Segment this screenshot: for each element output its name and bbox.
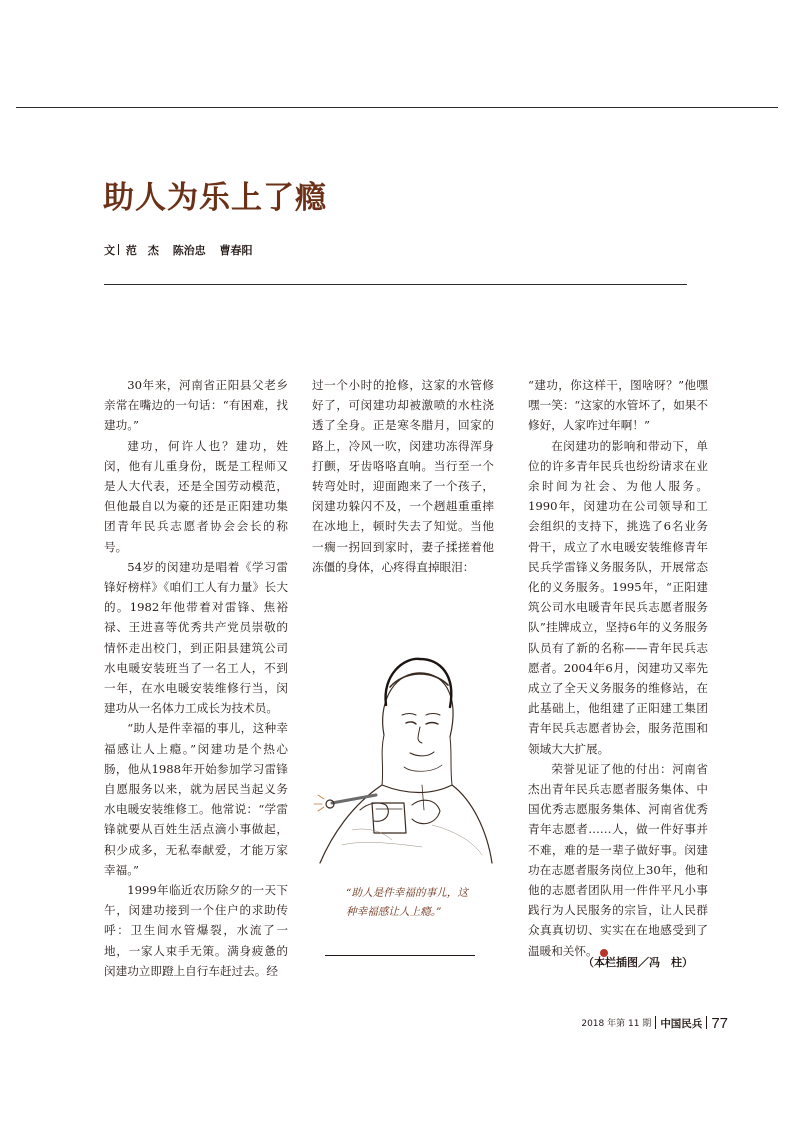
page-footer xyxy=(581,1013,728,1032)
issue-number: 2018 年第 11 期 xyxy=(581,1019,652,1029)
text-column-1 xyxy=(104,375,288,981)
byline xyxy=(104,244,263,258)
magazine-name: 中国民兵 xyxy=(660,1018,703,1030)
paragraph: “助人是件幸福的事儿，这种幸福感让人上瘾。”闵建功是个热心肠，他从1988年开始参加学习雷锋自愿服务以来，就为居民当起义务水电暖安装维修工。他常说：“学雷锋就要从百姓生活点滴小事做起，积少成多，无私奉献爱，才能万家幸福。” xyxy=(104,721,288,877)
title-rule xyxy=(104,284,687,285)
footer-divider xyxy=(655,1016,656,1029)
text-column-2 xyxy=(312,375,494,577)
author-name: 范 杰 xyxy=(125,244,159,257)
paragraph: 30年来，河南省正阳县父老乡亲常在嘴边的一句话：“有困难，找建功。” xyxy=(104,378,288,433)
text-column-3 xyxy=(528,375,708,961)
pull-quote-rule xyxy=(325,955,475,956)
page-number: 77 xyxy=(711,1015,728,1032)
paragraph: 过一个小时的抢修，这家的水管修好了，可闵建功却被激喷的水柱浇透了全身。正是寒冬腊月，回家的路上，冷风一吹，闵建功冻得浑身打颤，牙齿咯咯直响。当行至一个转弯处时，迎面跑来了一个孩子，闵建功躲闪不及，一个趔趄重重摔在冰地上，顿时失去了知觉。当他一瘸一拐回到家时，妻子揉搓着他冻僵的身体，心疼得直掉眼泪： xyxy=(312,378,494,574)
paragraph: 荣誉见证了他的付出：河南省杰出青年民兵志愿者服务集体、中国优秀志愿服务集体、河南省优秀青年志愿者……人，做一件好事并不难，难的是一辈子做好事。闵建功在志愿者服务岗位上30年，他和他的志愿者团队用一件件平凡小事践行为人民服务的宗旨，让人民群众真真切切、实实在在地感受到了温暖和关怀。 ● xyxy=(528,761,708,958)
byline-authors xyxy=(122,244,263,257)
illustration-man-repairing-pipe xyxy=(312,635,494,865)
byline-label: 文 xyxy=(104,244,115,257)
paragraph: 54岁的闵建功是唱着《学习雷锋好榜样》《咱们工人有力量》长大的。1982年他带着对雷锋、焦裕禄、王进喜等优秀共产党员崇敬的情怀走出校门，到正阳县建筑公司水电暖安装班当了一名工人，不到一年，在水电暖安装维修行当，闵建功从一名体力工成长为技术员。 xyxy=(104,559,288,716)
paragraph: 在闵建功的影响和带动下，单位的许多青年民兵也纷纷请求在业余时间为社会、为他人服务。1990年，闵建功在公司领导和工会组织的支持下，挑选了6名业务骨干，成立了水电暖安装维修青年民兵学雷锋义务服务队，开展常态化的义务服务。1995年，“正阳建筑公司水电暖青年民兵志愿者服务队”挂牌成立，坚持6年的义务服务队员有了新的名称——青年民兵志愿者。2004年6月，闵建功又率先成立了全天义务服务的维修站，在此基础上，他组建了正阳建工集团青年民兵志愿者协会，服务范围和领域大大扩展。 xyxy=(528,438,708,756)
pull-quote: “助人是件幸福的事儿，这种幸福感让人上瘾。” xyxy=(346,887,468,918)
author-name: 陈治忠 xyxy=(172,244,206,257)
paragraph: 建功，何许人也？建功，姓闵，他有儿重身份，既是工程师又是人大代表，还是全国劳动模范，但他最自以为豪的还是正阳建功集团青年民兵志愿者协会会长的称号。 xyxy=(104,438,288,554)
paragraph: “建功，你这样干，图啥呀？”他嘿嘿一笑：“这家的水管坏了，如果不修好，人家咋过年啊！” xyxy=(528,378,708,433)
footer-divider xyxy=(706,1016,707,1029)
illustration-credit: （本栏插图／冯 柱） xyxy=(583,956,693,969)
author-name: 曹春阳 xyxy=(219,244,253,257)
paragraph: 1999年临近农历除夕的一天下午，闵建功接到一个住户的求助传呼：卫生间水管爆裂，水流了一地，一家人束手无策。满身疲惫的闵建功立即蹬上自行车赶过去。经 xyxy=(104,883,288,978)
seal-end-mark-icon: ● xyxy=(600,949,608,957)
article-title: 助人为乐上了瘾 xyxy=(103,180,327,216)
byline-separator xyxy=(118,244,119,255)
top-rule xyxy=(16,107,778,108)
